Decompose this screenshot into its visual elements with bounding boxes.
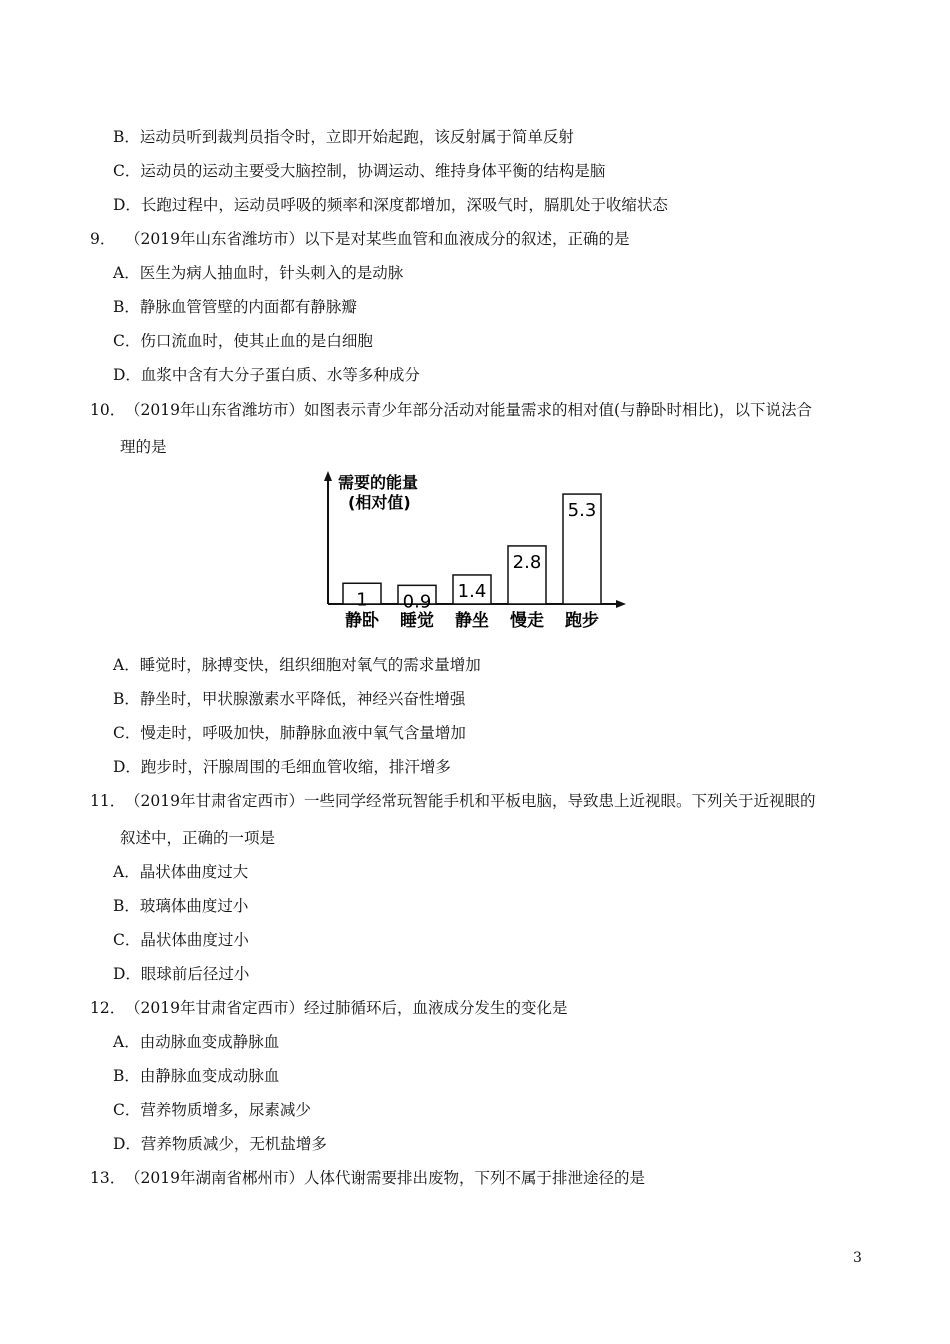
chart-value-label-1: 1 <box>356 589 368 611</box>
q9-option-b: B．静脉血管管壁的内面都有静脉瓣 <box>113 298 357 316</box>
q9-number: 9． <box>90 230 116 248</box>
q10-text: （2019年山东省潍坊市）如图表示青少年部分活动对能量需求的相对值(与静卧时相比)，以下说法合 <box>125 401 813 419</box>
chart-value-label-5: 5.3 <box>567 500 597 522</box>
q12-text: （2019年甘肃省定西市）经过肺循环后，血液成分发生的变化是 <box>125 999 568 1017</box>
q10-option-a: A．睡觉时，脉搏变快，组织细胞对氧气的需求量增加 <box>113 656 481 674</box>
q12-option-c: C．营养物质增多，尿素减少 <box>113 1101 311 1119</box>
q12-option-a: A．由动脉血变成静脉血 <box>113 1033 280 1051</box>
chart-category-label-2: 睡觉 <box>400 611 434 631</box>
q12-number: 12． <box>90 999 126 1017</box>
q11-text-continued: 叙述中，正确的一项是 <box>120 829 276 847</box>
chart-value-label-2: 0.9 <box>402 591 432 613</box>
q12-option-b: B．由静脉血变成动脉血 <box>113 1067 280 1085</box>
chart-y-axis-arrow <box>324 471 332 481</box>
q9-option-a: A．医生为病人抽血时，针头刺入的是动脉 <box>113 264 404 282</box>
q12-option-d: D．营养物质减少，无机盐增多 <box>113 1135 327 1153</box>
q9-option-c: C．伤口流血时，使其止血的是白细胞 <box>113 332 373 350</box>
q11-option-a: A．晶状体曲度过大 <box>113 863 249 881</box>
q11-option-b: B．玻璃体曲度过小 <box>113 897 249 915</box>
chart-category-label-5: 跑步 <box>565 611 599 631</box>
q8-option-c: C．运动员的运动主要受大脑控制，协调运动、维持身体平衡的结构是脑 <box>113 162 606 180</box>
q11-number: 11． <box>90 792 126 810</box>
q13-number: 13． <box>90 1169 126 1187</box>
chart-category-label-3: 静坐 <box>455 611 489 631</box>
q11-option-c: C．晶状体曲度过小 <box>113 931 249 949</box>
chart-category-label-1: 静卧 <box>345 611 379 631</box>
q11-text: （2019年甘肃省定西市）一些同学经常玩智能手机和平板电脑，导致患上近视眼。下列关于近视眼的 <box>125 792 816 810</box>
q8-option-b: B．运动员听到裁判员指令时，立即开始起跑，该反射属于简单反射 <box>113 128 574 146</box>
q10-option-b: B．静坐时，甲状腺激素水平降低，神经兴奋性增强 <box>113 690 466 708</box>
chart-category-label-4: 慢走 <box>510 611 544 631</box>
page-number: 3 <box>853 1250 862 1266</box>
q13-text: （2019年湖南省郴州市）人体代谢需要排出废物，下列不属于排泄途径的是 <box>125 1169 645 1187</box>
q10-option-c: C．慢走时，呼吸加快，肺静脉血液中氧气含量增加 <box>113 724 466 742</box>
q9-text: （2019年山东省潍坊市）以下是对某些血管和血液成分的叙述，正确的是 <box>125 230 630 248</box>
q10-text-continued: 理的是 <box>120 438 167 456</box>
chart-ylabel-line1: 需要的能量 <box>338 473 419 492</box>
chart-value-label-4: 2.8 <box>512 551 542 573</box>
chart-ylabel-line2: (相对值) <box>348 493 411 512</box>
q9-option-d: D．血浆中含有大分子蛋白质、水等多种成分 <box>113 366 420 384</box>
q10-number: 10． <box>90 401 126 419</box>
q8-option-d: D．长跑过程中，运动员呼吸的频率和深度都增加，深吸气时，膈肌处于收缩状态 <box>113 196 668 214</box>
q11-option-d: D．眼球前后径过小 <box>113 965 250 983</box>
energy-bar-chart <box>318 468 638 636</box>
q10-option-d: D．跑步时，汗腺周围的毛细血管收缩，排汗增多 <box>113 758 451 776</box>
chart-value-label-3: 1.4 <box>457 580 487 602</box>
chart-x-axis-arrow <box>616 600 626 608</box>
